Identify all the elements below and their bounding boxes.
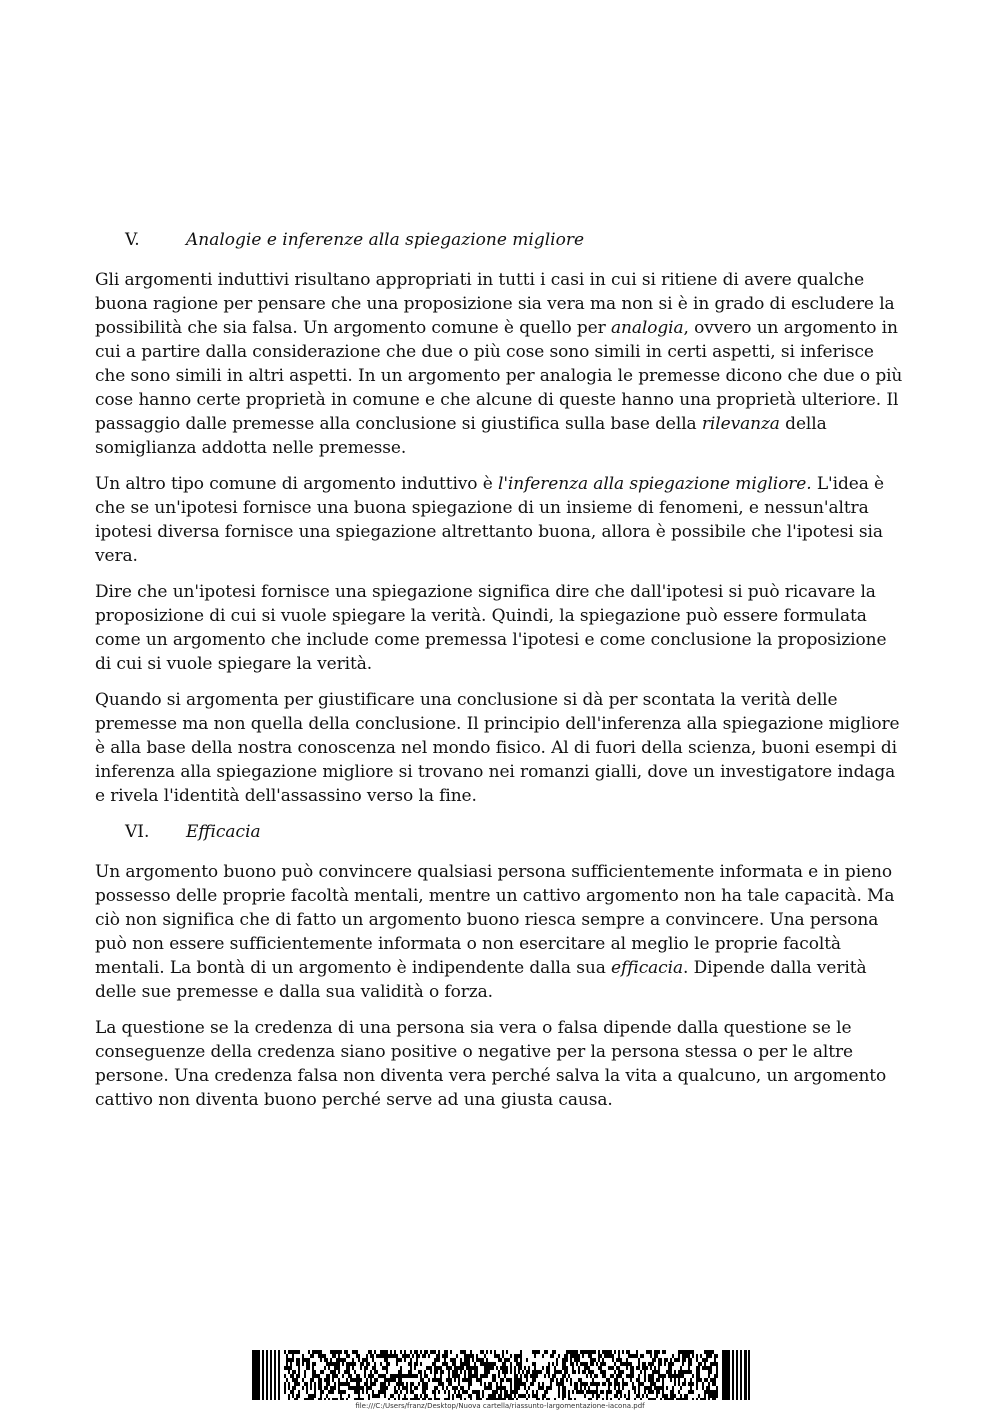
italic-term: l'inferenza alla spiegazione migliore.	[498, 474, 812, 494]
section-vi	[95, 820, 907, 1112]
paragraph	[95, 580, 907, 676]
paragraph	[95, 472, 907, 568]
section-title: Analogie e inferenze alla spiegazione migliore	[186, 230, 585, 250]
text-run: Un altro tipo comune di argomento induttivo è	[95, 474, 499, 494]
section-number: V.	[125, 230, 140, 250]
text-run: Dire che un'ipotesi fornisce una spiegazione significa dire che dall'ipotesi si può ricavare la proposizione di cui si vuole spiegare la verità. Quindi, la spiegazione può essere formulata come un argomento che include come premessa l'ipotesi e come conclusione la proposizione di cui si vuole spiegare la verità.	[95, 582, 887, 674]
section-heading	[95, 228, 907, 252]
text-run: La questione se la credenza di una persona sia vera o falsa dipende dalla questione se le conseguenze della credenza siano positive o negative per la persona stessa o per le altre persone. Una credenza falsa non diventa vera perché salva la vita a qualcuno, un argomento cattivo non diventa buono perché serve ad una giusta causa.	[95, 1018, 887, 1110]
italic-term: analogia	[610, 318, 684, 338]
section-v	[95, 228, 907, 808]
text-run: Gli argomenti induttivi risultano appropriati in tutti i casi in cui si ritiene di avere qualche buona ragione per pensare che una proposizione sia vera ma non si è in grado di escludere la possibilità che sia falsa. Un argomento comune è quello per	[95, 270, 895, 338]
paragraph	[95, 860, 907, 1004]
document-body	[95, 228, 907, 1124]
pdf417-barcode	[252, 1350, 750, 1400]
paragraph	[95, 688, 907, 808]
section-heading	[95, 820, 907, 844]
section-title: Efficacia	[186, 822, 261, 842]
paragraph	[95, 268, 907, 460]
text-run: Quando si argomenta per giustificare una conclusione si dà per scontata la verità delle premesse ma non quella della conclusione. Il principio dell'inferenza alla spiegazione migliore è alla base della nostra conoscenza nel mondo fisico. Al di fuori della scienza, buoni esempi di inferenza alla spiegazione migliore si trovano nei romanzi gialli, dove un investigatore indaga e rivela l'identità dell'assassino verso la fine.	[95, 690, 900, 806]
italic-term: efficacia	[611, 958, 683, 978]
text-run: L'idea è che se un'ipotesi fornisce una buona spiegazione di un insieme di fenomeni, e nessun'altra ipotesi diversa fornisce una spiegazione altrettanto buona, allora è possibile che l'ipotesi sia vera.	[95, 474, 884, 566]
section-number: VI.	[125, 822, 150, 842]
paragraph	[95, 1016, 907, 1112]
text-run: , ovvero un argomento in cui a partire dalla considerazione che due o più cose sono simili in certi aspetti, si inferisce che sono simili in altri aspetti. In un argomento per analogia le premesse dicono che due o più cose hanno certe proprietà in comune e che alcune di queste hanno una proprietà ulteriore. Il passaggio dalle premesse alla conclusione si giustifica sulla base della	[95, 318, 903, 434]
italic-term: rilevanza	[701, 414, 780, 434]
text-run: della somiglianza addotta nelle premesse.	[95, 414, 827, 458]
text-run: . Dipende dalla verità delle sue premesse e dalla sua validità o forza.	[95, 958, 867, 1002]
text-run: Un argomento buono può convincere qualsiasi persona sufficientemente informata e in pieno possesso delle proprie facoltà mentali, mentre un cattivo argomento non ha tale capacità. Ma ciò non significa che di fatto un argomento buono riesca sempre a convincere. Una persona può non essere sufficientemente informata o non esercitare al meglio le proprie facoltà mentali. La bontà di un argomento è indipendente dalla sua	[95, 862, 895, 978]
file-path-footer: file:///C:/Users/franz/Desktop/Nuova cartella/riassunto-largomentazione-iacona.pdf	[355, 1402, 645, 1410]
